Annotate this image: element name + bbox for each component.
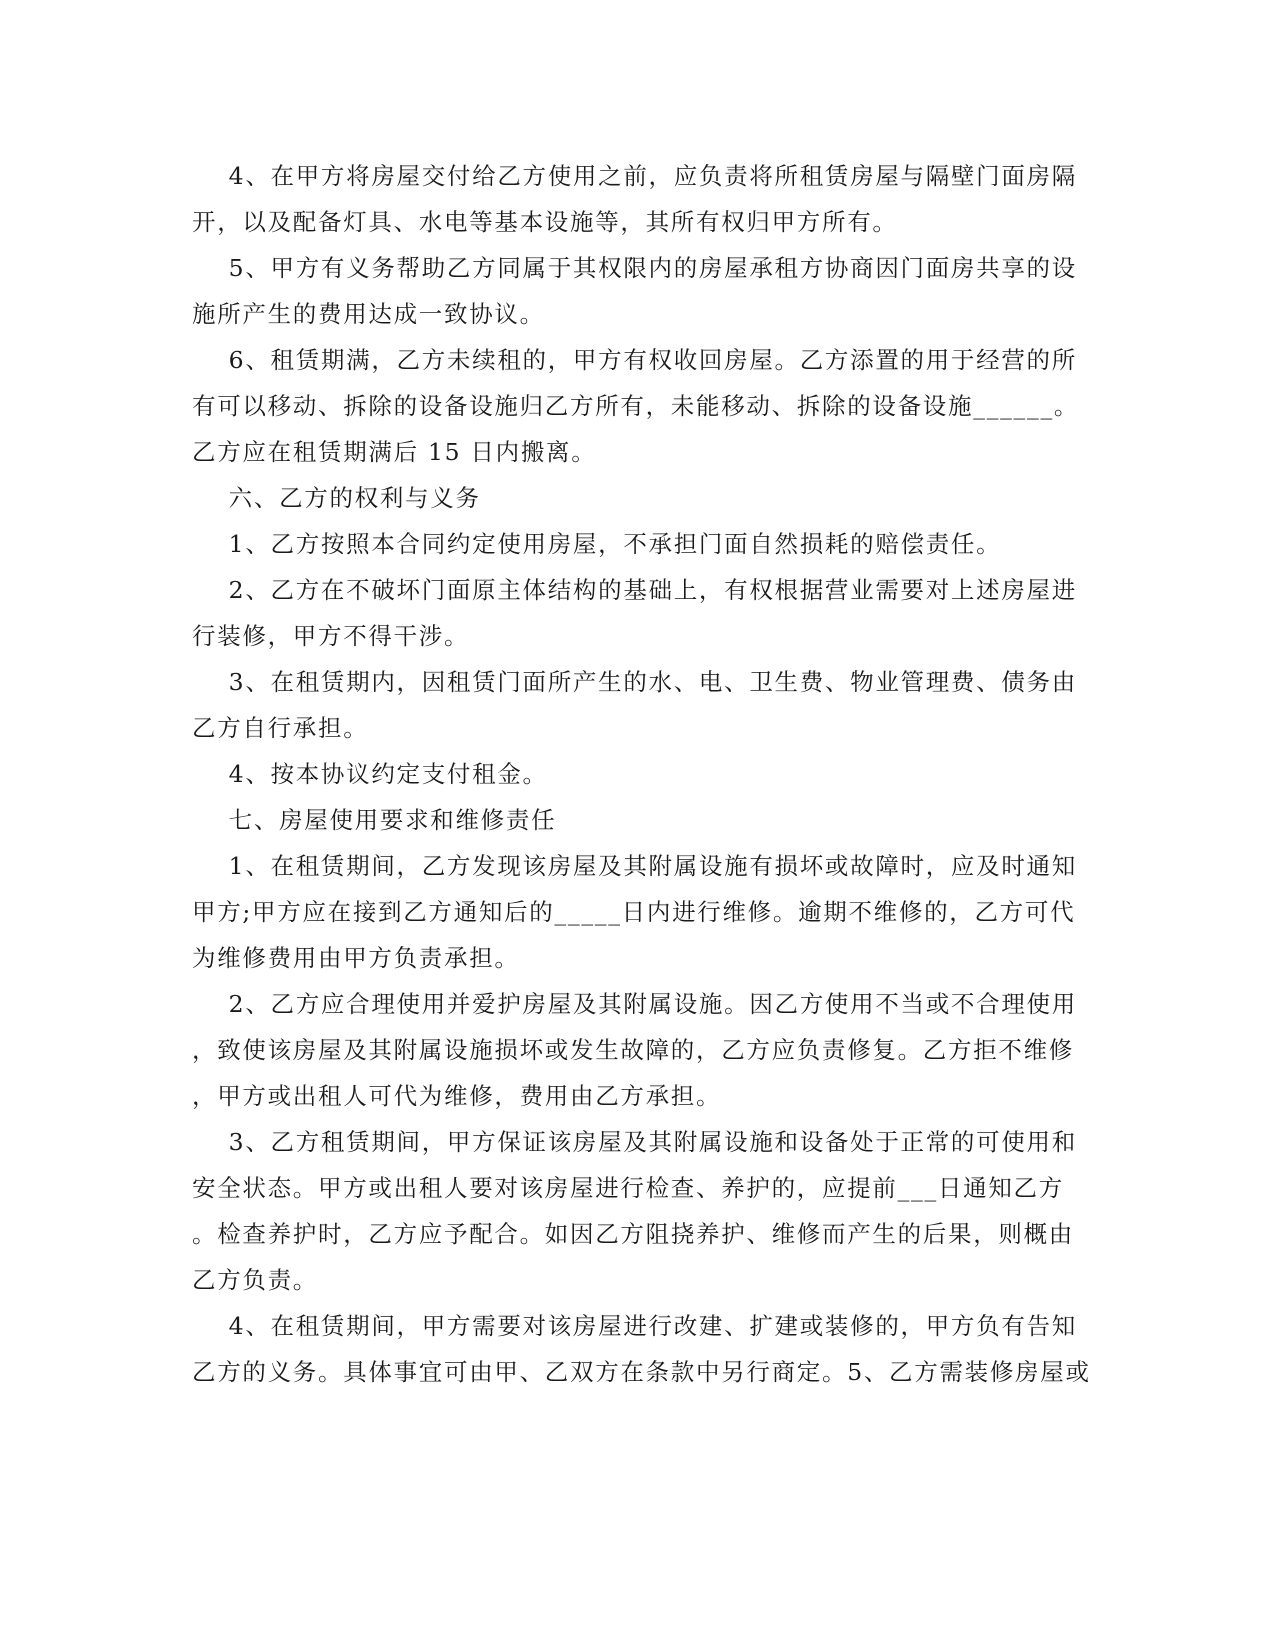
text-line: ，致使该房屋及其附属设施损坏或发生故障的，乙方应负责修复。乙方拒不维修 [192, 1036, 1074, 1064]
text-line: 施所产生的费用达成一致协议。 [192, 300, 545, 328]
text-line: 4、在甲方将房屋交付给乙方使用之前，应负责将所租赁房屋与隔壁门面房隔 [192, 162, 1077, 190]
text-line: 3、乙方租赁期间，甲方保证该房屋及其附属设施和设备处于正常的可使用和 [192, 1128, 1077, 1156]
text-line: 为维修费用由甲方负责承担。 [192, 944, 520, 972]
text-line: 4、按本协议约定支付租金。 [192, 760, 548, 788]
text-line: 六、乙方的权利与义务 [192, 484, 481, 512]
text-line: 。检查养护时，乙方应予配合。如因乙方阻挠养护、维修而产生的后果，则概由 [192, 1220, 1074, 1248]
text-line: 乙方负责。 [192, 1266, 318, 1294]
text-line: 5、甲方有义务帮助乙方同属于其权限内的房屋承租方协商因门面房共享的设 [192, 254, 1077, 282]
text-line: 开，以及配备灯具、水电等基本设施等，其所有权归甲方所有。 [192, 208, 898, 236]
text-line: 安全状态。甲方或出租人要对该房屋进行检查、养护的，应提前___日通知乙方 [192, 1174, 1064, 1202]
text-line: 七、房屋使用要求和维修责任 [192, 806, 557, 834]
text-line: 2、乙方在不破坏门面原主体结构的基础上，有权根据营业需要对上述房屋进 [192, 576, 1077, 604]
text-line: 4、在租赁期间，甲方需要对该房屋进行改建、扩建或装修的，甲方负有告知 [192, 1312, 1077, 1340]
text-line: 行装修，甲方不得干涉。 [192, 622, 470, 650]
text-line: 1、在租赁期间，乙方发现该房屋及其附属设施有损坏或故障时，应及时通知 [192, 852, 1077, 880]
text-line: 乙方自行承担。 [192, 714, 369, 742]
text-line: 乙方的义务。具体事宜可由甲、乙双方在条款中另行商定。5、乙方需装修房屋或 [192, 1358, 1091, 1386]
text-line: 甲方;甲方应在接到乙方通知后的_____日内进行维修。逾期不维修的，乙方可代 [192, 898, 1076, 926]
text-line: 有可以移动、拆除的设备设施归乙方所有，未能移动、拆除的设备设施______。 [192, 392, 1080, 420]
text-line: 6、租赁期满，乙方未续租的，甲方有权收回房屋。乙方添置的用于经营的所 [192, 346, 1077, 374]
text-line: 3、在租赁期内，因租赁门面所产生的水、电、卫生费、物业管理费、债务由 [192, 668, 1077, 696]
text-line: 1、乙方按照本合同约定使用房屋，不承担门面自然损耗的赔偿责任。 [192, 530, 1002, 558]
text-line: 2、乙方应合理使用并爱护房屋及其附属设施。因乙方使用不当或不合理使用 [192, 990, 1077, 1018]
text-line: ，甲方或出租人可代为维修，费用由乙方承担。 [192, 1082, 722, 1110]
text-line: 乙方应在租赁期满后 15 日内搬离。 [192, 438, 597, 466]
